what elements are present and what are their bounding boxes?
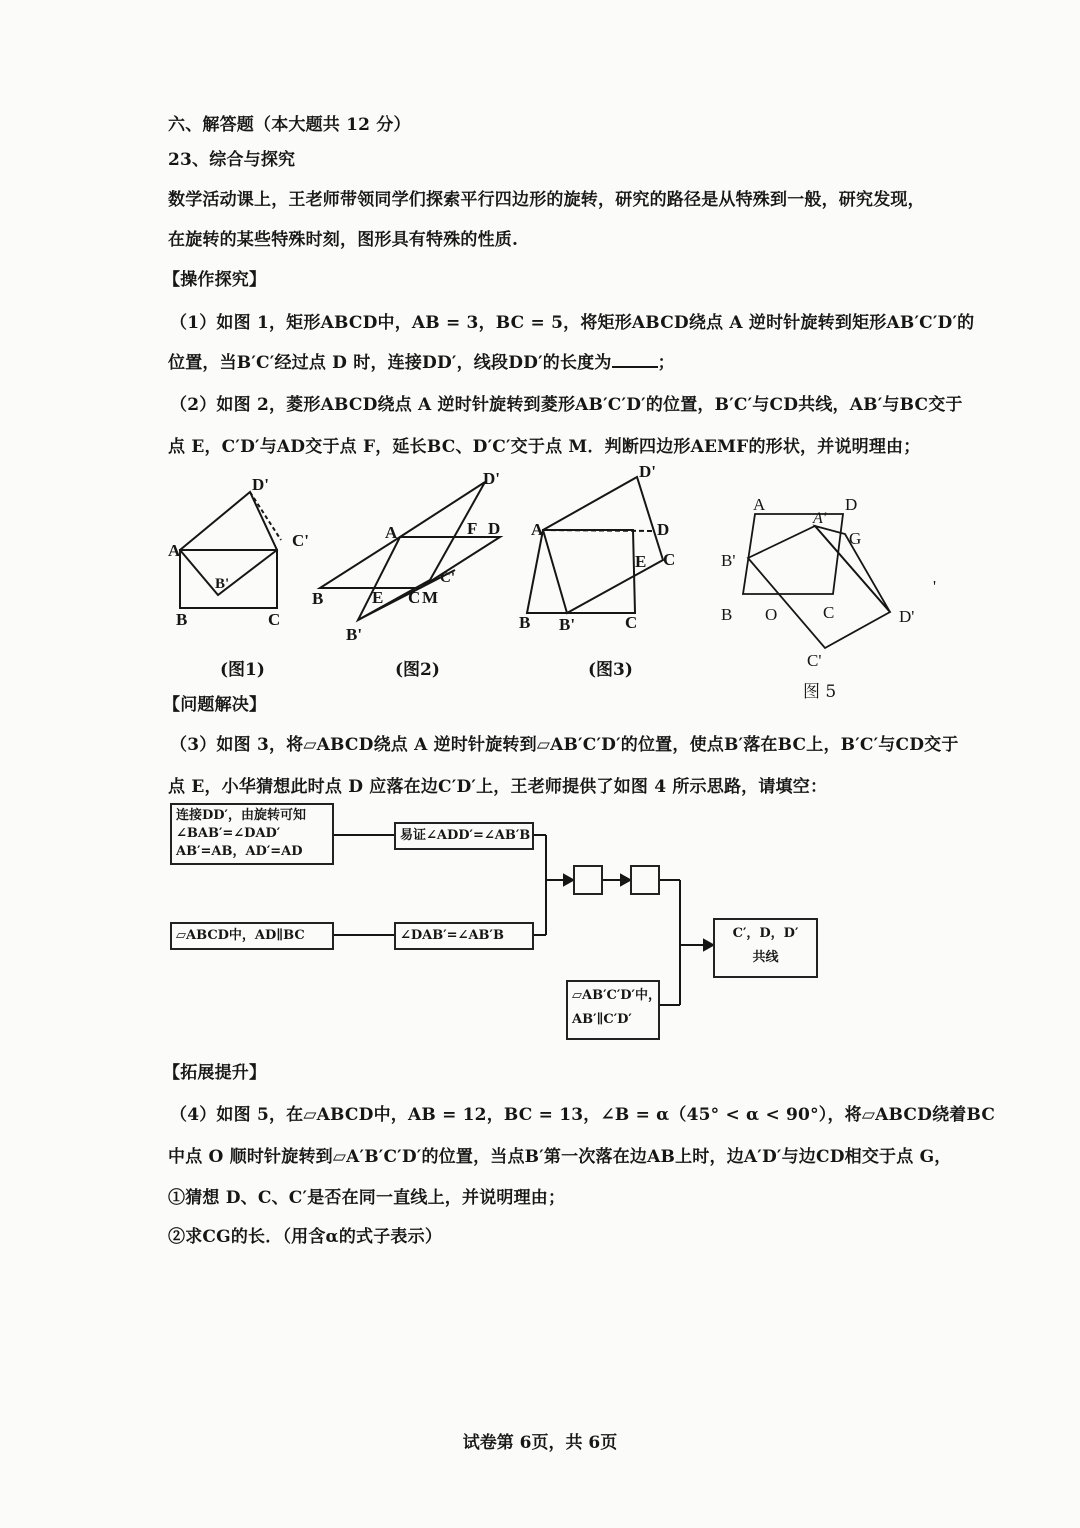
fig2-label: C xyxy=(408,588,421,607)
q1-line-2-text: 位置，当B′C′经过点 D 时，连接DD′，线段DD′的长度为 xyxy=(168,353,612,373)
q4-line-2: 中点 O 顺时针旋转到▱A′B′C′D′的位置，当点B′第一次落在边AB上时，边A′D′与边CD相交于点 G， xyxy=(168,1147,952,1167)
flow-box-line: ∠BAB′=∠DAD′ xyxy=(176,826,281,841)
fig1-label: C' xyxy=(292,531,309,550)
fig5-label: B' xyxy=(721,551,736,570)
fig5-label: B xyxy=(721,605,733,624)
fig5-label: O xyxy=(765,605,778,624)
arrowhead xyxy=(704,940,713,950)
flow-box-parallel: ▱ABCD中，AD∥BC xyxy=(170,922,334,950)
fig2-label: A xyxy=(385,523,398,542)
fig2-label: B' xyxy=(346,625,363,644)
q2-line-2: 点 E，C′D′与AD交于点 F，延长BC、D′C′交于点 M．判断四边形AEMF的形状，并说明理由； xyxy=(168,437,921,457)
stray-mark: ' xyxy=(933,577,937,596)
problem-number: 23、综合与探究 xyxy=(168,150,296,170)
answer-blank xyxy=(612,352,658,368)
fig5-label: D xyxy=(845,495,858,514)
flow-box-line: 共线 xyxy=(752,950,779,965)
flow-box-angle-add: 易证∠ADD′=∠AB′B xyxy=(394,822,534,850)
q1-line-2-end: ； xyxy=(657,353,675,373)
fig2-rhombus-abcd xyxy=(320,537,500,588)
fig5-label: D' xyxy=(899,607,915,626)
fig2-label: C' xyxy=(440,570,455,586)
fig3-label: C xyxy=(663,550,676,569)
flow-box-blank-1[interactable] xyxy=(573,865,603,895)
flow-box-angle-dab: ∠DAB′=∠AB′B xyxy=(394,922,534,950)
q4-sub-2: ②求CG的长．（用含α的式子表示） xyxy=(168,1227,443,1247)
flow-box-parallelogram-prime xyxy=(566,980,660,1040)
intro-line-1: 数学活动课上，王老师带领同学们探索平行四边形的旋转，研究的路径是从特殊到一般，研究发现， xyxy=(168,190,925,210)
intro-line-2: 在旋转的某些特殊时刻，图形具有特殊的性质. xyxy=(168,230,519,250)
flow-box-line: ▱AB′C′D′中， xyxy=(572,988,661,1003)
heading-extend: 【拓展提升】 xyxy=(163,1063,267,1083)
fig1-label: C xyxy=(268,610,281,629)
fig1-dashed-dd' xyxy=(250,492,281,540)
fig2-label: E xyxy=(372,588,384,607)
fig1-label: B xyxy=(176,610,188,629)
fig3-label: B' xyxy=(559,615,576,634)
fig5-label: C xyxy=(823,603,835,622)
section-title: 六、解答题（本大题共 12 分） xyxy=(168,115,411,135)
heading-solve: 【问题解决】 xyxy=(163,695,267,715)
fig2-label: M xyxy=(422,588,439,607)
fig2-label: F xyxy=(467,519,478,538)
fig1-label: A xyxy=(168,541,181,560)
fig2-label: D xyxy=(488,519,501,538)
fig5-label: C' xyxy=(807,651,822,670)
fig2-label: B xyxy=(312,589,324,608)
fig1-caption: (图1) xyxy=(220,660,265,680)
fig5-label: A' xyxy=(813,510,827,527)
heading-operate: 【操作探究】 xyxy=(163,270,267,290)
fig5-label: G xyxy=(849,529,862,548)
q4-line-1: （4）如图 5，在▱ABCD中，AB = 12，BC = 13，∠B = α（45° < α < 90°），将▱ABCD绕着BC xyxy=(170,1105,996,1125)
q4-sub-1: ①猜想 D、C、C′是否在同一直线上，并说明理由； xyxy=(168,1188,566,1208)
q3-line-2: 点 E，小华猜想此时点 D 应落在边C′D′上，王老师提供了如图 4 所示思路，请填空： xyxy=(168,777,828,797)
fig3-label: E xyxy=(635,552,647,571)
fig1-label: D' xyxy=(252,475,269,494)
q1-line-1: （1）如图 1，矩形ABCD中，AB = 3，BC = 5，将矩形ABCD绕点 A 逆时针旋转到矩形AB′C′D′的 xyxy=(170,313,975,333)
fig3-parallelogram-ab'c'd' xyxy=(543,477,663,613)
fig2-label: D' xyxy=(483,469,500,488)
figure-3 xyxy=(515,455,685,634)
flow-box-line: AB′=AB，AD′=AD xyxy=(176,844,303,859)
fig3-label: C xyxy=(625,613,638,632)
fig3-label: D xyxy=(657,520,670,539)
flow-box-line: C′，D，D′ xyxy=(732,926,799,941)
flow-box-line: AB′∥C′D′ xyxy=(572,1012,632,1027)
fig2-caption: (图2) xyxy=(395,660,440,680)
flow-box-rotation xyxy=(170,803,334,865)
fig3-label: D' xyxy=(639,462,656,481)
fig3-parallelogram-abcd xyxy=(527,530,635,613)
flow-box-line: 连接DD′，由旋转可知 xyxy=(176,808,306,823)
flow-box-collinear xyxy=(713,918,818,978)
q2-line-1: （2）如图 2，菱形ABCD绕点 A 逆时针旋转到菱形AB′C′D′的位置，B′C′与CD共线，AB′与BC交于 xyxy=(170,395,963,415)
fig5-label: A xyxy=(753,495,766,514)
figure-2 xyxy=(310,469,510,644)
figure-5 xyxy=(715,490,945,670)
page-footer: 试卷第 6页，共 6页 xyxy=(462,1433,618,1453)
arrowhead xyxy=(564,875,573,885)
arrowhead xyxy=(621,875,630,885)
fig3-caption: (图3) xyxy=(588,660,633,680)
fig1-label: B' xyxy=(215,576,230,592)
fig5-caption: 图 5 xyxy=(803,682,837,702)
figure-1 xyxy=(160,470,320,630)
flow-box-blank-2[interactable] xyxy=(630,865,660,895)
q3-line-1: （3）如图 3，将▱ABCD绕点 A 逆时针旋转到▱AB′C′D′的位置，使点B′落在BC上，B′C′与CD交于 xyxy=(170,735,959,755)
q1-line-2 xyxy=(168,348,675,373)
fig3-label: A xyxy=(531,520,544,539)
fig3-label: B xyxy=(519,613,531,632)
